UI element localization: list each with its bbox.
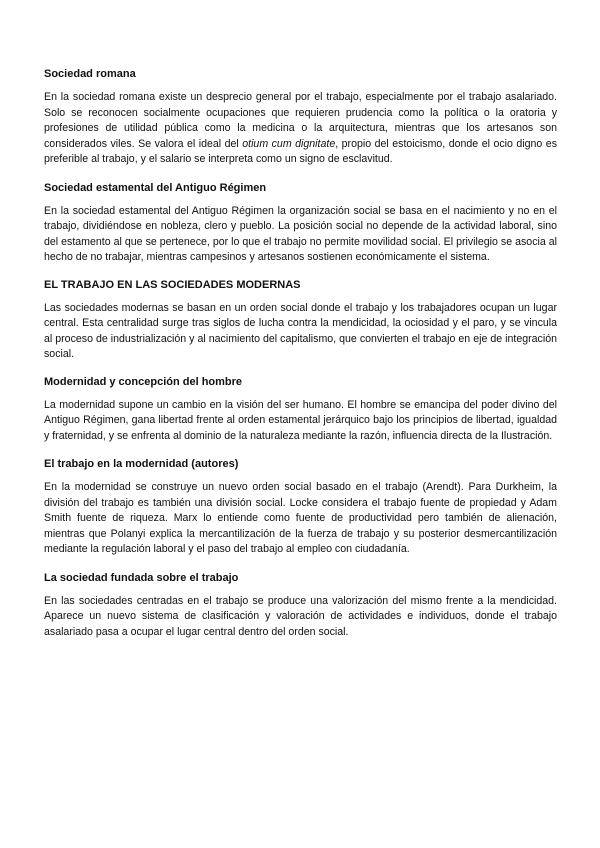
- section-paragraph: En la sociedad estamental del Antiguo Régimen la organización social se basa en el nacimiento y no en el trabajo, dividiéndose en nobleza, clero y pueblo. La posición social no depende de la actividad laboral, sino del estamento al que se pertenece, por lo que el trabajo no permite movilidad social. El privilegio se asocia al hecho de no trabajar, mientras campesinos y artesanos sostienen económicamente el sistema.: [44, 204, 557, 263]
- section-paragraph: La modernidad supone un cambio en la visión del ser humano. El hombre se emancipa del poder divino del Antiguo Régimen, gana libertad frente al orden estamental jerárquico bajo los principios de libertad, igualdad y fraternidad, y se enfrenta al dominio de la naturaleza mediante la razón, influencia directa de la Ilustración.: [44, 398, 557, 442]
- section-paragraph: En la modernidad se construye un nuevo orden social basado en el trabajo (Arendt). Para Durkheim, la división del trabajo es también una división social. Locke considera el trabajo fuente de propiedad y Adam Smith fuente de riqueza. Marx lo entiende como fuente de productividad pero también de alienación, mientras que Polanyi explica la mercantilización de la fuerza de trabajo y su posterior desmercantilización mediante la regulación laboral y el paso del trabajo al empleo con ciudadanía.: [44, 481, 557, 555]
- section-heading: EL TRABAJO EN LAS SOCIEDADES MODERNAS: [44, 278, 301, 291]
- section-paragraph: [44, 90, 557, 168]
- document-page: [44, 66, 557, 652]
- section-trabajo-modernidad-autores: [44, 456, 557, 558]
- section-antiguo-regimen: [44, 180, 557, 266]
- section-heading: Sociedad estamental del Antiguo Régimen: [44, 181, 267, 194]
- paragraph-italic-text: otium cum dignitate: [242, 137, 336, 150]
- section-modernidad-hombre: [44, 374, 557, 445]
- section-sociedad-romana: [44, 66, 557, 168]
- section-paragraph: Las sociedades modernas se basan en un orden social donde el trabajo y los trabajadores ocupan un lugar central. Esta centralidad surge tras siglos de lucha contra la mendicidad, la ociosidad y el paro, y se vincula al proceso de industrialización y al nacimiento del capitalismo, que convierten el trabajo en eje de integración social.: [44, 301, 557, 360]
- section-paragraph: En las sociedades centradas en el trabajo se produce una valorización del mismo frente a la mendicidad. Aparece un nuevo sistema de clasificación y valoración de actividades e individuos, donde el trabajo asalariado pasa a ocupar el lugar central dentro del orden social.: [44, 594, 557, 638]
- section-sociedad-fundada-trabajo: [44, 570, 557, 641]
- section-heading: Sociedad romana: [44, 68, 136, 80]
- section-heading: Modernidad y concepción del hombre: [44, 375, 243, 388]
- paragraph-text-end: , propio del estoicismo, donde el ocio digno es preferible al trabajo, y el salario se interpreta como un signo de esclavitud.: [44, 137, 557, 165]
- paragraph-text: En la sociedad romana existe un desprecio general por el trabajo, especialmente por el trabajo asalariado. Solo se reconocen socialmente ocupaciones que requieren prudencia como la política o la oratoria y profesiones de utilidad pública como la medicina o la arquitectura, mientras que los artesanos son considerados viles. Se valora el ideal del: [44, 91, 557, 150]
- section-heading: La sociedad fundada sobre el trabajo: [44, 571, 239, 584]
- section-heading: El trabajo en la modernidad (autores): [44, 458, 239, 470]
- section-trabajo-sociedades-modernas: [44, 277, 557, 363]
